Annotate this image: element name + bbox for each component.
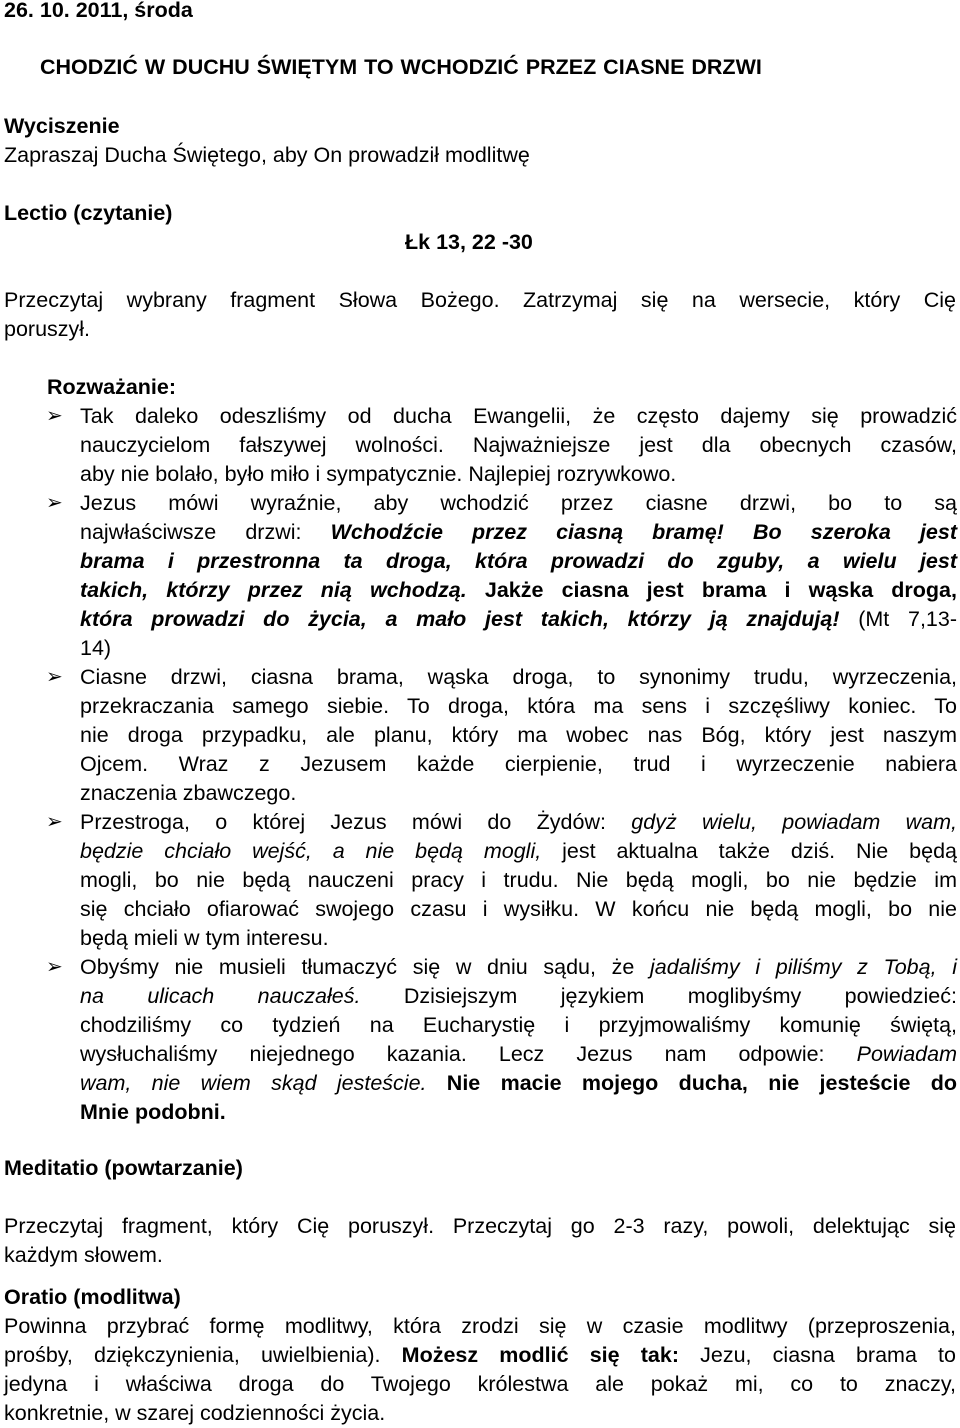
document-date: 26. 10. 2011, środa [4, 0, 193, 22]
scripture-reference: Łk 13, 22 -30 [405, 230, 533, 254]
paragraph-line: Ciasne drzwi, ciasna brama, wąska droga, to synonimy trudu, wyrzeczenia, [80, 665, 957, 689]
paragraph-line: mogli, bo nie będą nauczeni pracy i trudu. Nie będą mogli, bo nie będzie im [80, 868, 957, 892]
bullet-arrow-icon: ➢ [46, 956, 63, 978]
text-run: Jezu, ciasna brama to [678, 1343, 956, 1367]
oratio-text-line: jedyna i właściwa droga do Twojego królestwa ale pokaż mi, co to znaczy, [4, 1372, 956, 1396]
meditatio-text-line: Przeczytaj fragment, który Cię poruszył. Przeczytaj go 2-3 razy, powoli, delektując się [4, 1214, 956, 1238]
paragraph-line [80, 982, 957, 1011]
lectio-heading: Lectio (czytanie) [4, 201, 173, 225]
quote-run: Jakże ciasna jest brama i wąska droga, [466, 578, 957, 602]
paragraph-line: będą mieli w tym interesu. [80, 926, 329, 950]
paragraph-line: Tak daleko odeszliśmy od ducha Ewangelii, że często dajemy się prowadzić [80, 404, 957, 428]
bullet-paragraph [80, 489, 957, 663]
text-run: Dzisiejszym językiem moglibyśmy powiedzieć: [360, 984, 957, 1008]
paragraph-line [80, 576, 957, 605]
oratio-text-line [4, 1341, 956, 1370]
wyciszenie-heading: Wyciszenie [4, 114, 120, 138]
paragraph-line: znaczenia zbawczego. [80, 781, 297, 805]
quote-run: wam, nie wiem skąd jesteście. [80, 1071, 427, 1095]
quote-run: gdyż wielu, powiadam wam, [631, 810, 957, 834]
quote-run: będzie chciało wejść, a nie będą mogli, [80, 839, 542, 863]
paragraph-line [80, 1040, 957, 1069]
paragraph-line: 14) [80, 636, 112, 660]
paragraph-line: aby nie bolało, było miło i sympatycznie. Najlepiej rozrywkowo. [80, 462, 677, 486]
paragraph-line: nauczycielom fałszywej wolności. Najważniejsze jest dla obecnych czasów, [80, 433, 957, 457]
bullet-arrow-icon: ➢ [46, 405, 63, 427]
paragraph-line [80, 953, 957, 982]
wyciszenie-text: Zapraszaj Ducha Świętego, aby On prowadził modlitwę [4, 143, 530, 167]
meditatio-heading: Meditatio (powtarzanie) [4, 1156, 243, 1180]
emphasis-run: Nie macie mojego ducha, nie jesteście do [426, 1071, 957, 1095]
bullet-paragraph [80, 953, 957, 1127]
text-run: Przestroga, o której Jezus mówi do Żydów: [80, 810, 632, 834]
paragraph-line [80, 1069, 957, 1098]
paragraph-line: się chciało ofiarować swojego czasu i wysiłku. W końcu nie będą mogli, bo nie [80, 897, 957, 921]
bullet-paragraph [80, 402, 957, 489]
bullet-arrow-icon: ➢ [46, 666, 63, 688]
paragraph-line: Ojcem. Wraz z Jezusem każde cierpienie, trud i wyrzeczenie nabiera [80, 752, 957, 776]
paragraph-line [80, 518, 957, 547]
emphasis-run: Możesz modlić się tak: [401, 1343, 679, 1367]
bullet-arrow-icon: ➢ [46, 811, 63, 833]
quote-run: na ulicach nauczałeś. [80, 984, 361, 1008]
quote-run: która prowadzi do życia, a mało jest takich, którzy ją znajdują! [80, 607, 840, 631]
citation-run: (Mt 7,13- [839, 607, 957, 631]
paragraph-line: Mnie podobni. [80, 1100, 226, 1124]
paragraph-line: brama i przestronna ta droga, która prowadzi do zguby, a wielu jest [80, 549, 957, 573]
oratio-text-line: Powinna przybrać formę modlitwy, która zrodzi się w czasie modlitwy (przeproszenia, [4, 1314, 956, 1338]
paragraph-line [80, 837, 957, 866]
text-run: wysłuchaliśmy niejednego kazania. Lecz Jezus nam odpowie: [80, 1042, 857, 1066]
bullet-arrow-icon: ➢ [46, 492, 63, 514]
oratio-text-line: konkretnie, w szarej codzienności życia. [4, 1401, 386, 1425]
document-title: CHODZIĆ W DUCHU ŚWIĘTYM TO WCHODZIĆ PRZEZ CIASNE DRZWI [40, 55, 762, 79]
bullet-paragraph [80, 663, 957, 808]
paragraph-line [80, 605, 957, 634]
lectio-text-line: Przeczytaj wybrany fragment Słowa Bożego. Zatrzymaj się na wersecie, który Cię [4, 288, 956, 312]
paragraph-line: Jezus mówi wyraźnie, aby wchodzić przez ciasne drzwi, bo to są [80, 491, 957, 515]
quote-run: Wchodźcie przez ciasną bramę! [330, 520, 724, 544]
paragraph-line: przekraczania samego siebie. To droga, która ma sens i szczęśliwy koniec. To [80, 694, 957, 718]
rozwazanie-heading: Rozważanie: [47, 375, 177, 399]
text-run: prośby, dziękczynienia, uwielbienia). [4, 1343, 402, 1367]
paragraph-line: nie droga przypadku, ale planu, który ma wobec nas Bóg, który jest naszym [80, 723, 957, 747]
paragraph-line [80, 808, 957, 837]
oratio-heading: Oratio (modlitwa) [4, 1285, 181, 1309]
lectio-text-line: poruszył. [4, 317, 91, 341]
quote-run: Bo szeroka jest [723, 520, 957, 544]
quote-run: jadaliśmy i piliśmy z Tobą, i [650, 955, 958, 979]
text-run: najwłaściwsze drzwi: [80, 520, 331, 544]
quote-run: Powiadam [856, 1042, 957, 1066]
text-run: Obyśmy nie musieli tłumaczyć się w dniu sądu, że [80, 955, 651, 979]
quote-run: takich, którzy przez nią wchodzą. [80, 578, 467, 602]
text-run: jest aktualna także dziś. Nie będą [541, 839, 957, 863]
meditatio-text-line: każdym słowem. [4, 1243, 163, 1267]
bullet-paragraph [80, 808, 957, 953]
paragraph-line: chodziliśmy co tydzień na Eucharystię i przyjmowaliśmy komunię świętą, [80, 1013, 957, 1037]
